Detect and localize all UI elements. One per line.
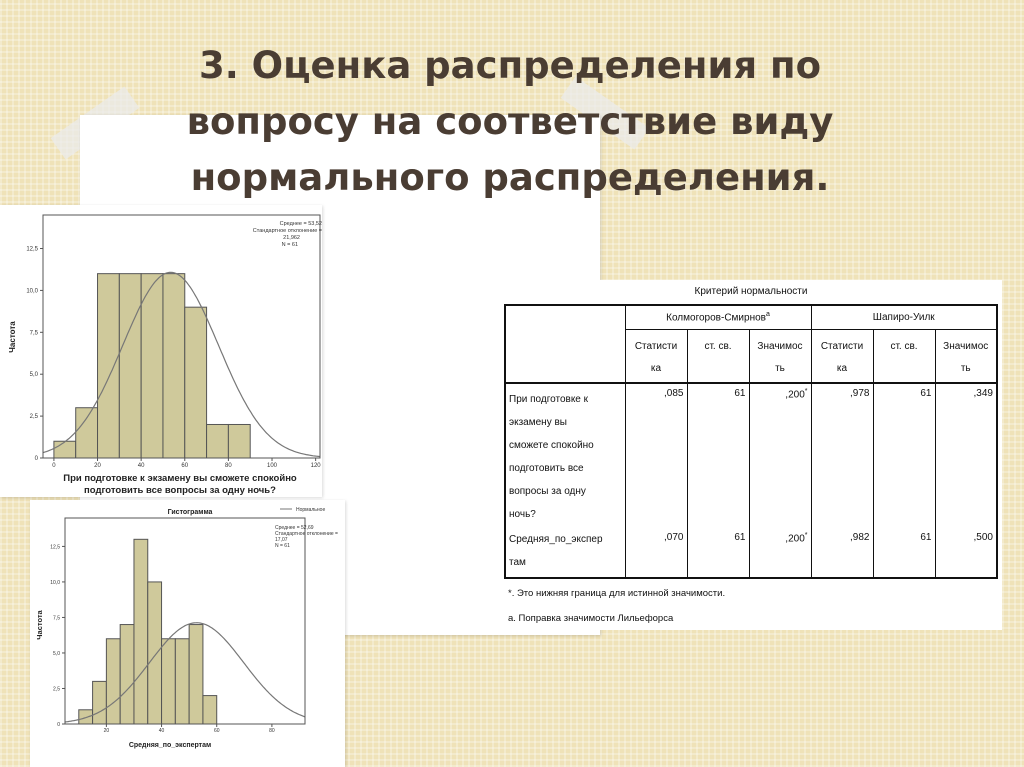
x-tick-label: 20 [94, 463, 101, 469]
x-axis-label-line-1: При подготовке к экзамену вы сможете спокойно [63, 473, 297, 484]
histogram-chart-1 [0, 205, 322, 497]
histogram-bar [189, 625, 203, 724]
y-tick-label: 10,0 [50, 579, 60, 586]
histogram-bar [141, 274, 163, 458]
subheader-significance: Значимос ть [935, 329, 997, 383]
table-row [505, 526, 997, 578]
y-tick-label: 10,0 [26, 288, 38, 295]
cell-sw-sig: ,500 [935, 526, 997, 578]
histogram-bar [175, 639, 189, 724]
cell-sw-statistic: ,982 [811, 526, 873, 578]
x-tick-label: 80 [269, 728, 275, 734]
subheader-significance: Значимос ть [749, 329, 811, 383]
y-tick-label: 2,5 [53, 686, 60, 693]
cell-sw-df: 61 [873, 526, 935, 578]
y-tick-label: 12,5 [50, 544, 60, 551]
group-header-sw: Шапиро-Уилк [811, 305, 997, 329]
cell-ks-sig: ,200* [749, 526, 811, 578]
y-tick-label: 7,5 [29, 330, 38, 337]
subheader-df: ст. св. [687, 329, 749, 383]
cell-ks-df: 61 [687, 526, 749, 578]
table-note-1: *. Это нижняя граница для истинной значимости. [508, 588, 726, 599]
cell-ks-df: 61 [687, 383, 749, 526]
normality-table [504, 304, 998, 579]
histogram-bar [207, 424, 229, 458]
x-tick-label: 100 [267, 463, 278, 469]
normality-table-panel [500, 280, 1002, 630]
subheader-df: ст. св. [873, 329, 935, 383]
y-tick-label: 0 [34, 456, 38, 462]
legend-label: Нормальное [296, 507, 326, 513]
x-tick-label: 0 [52, 463, 56, 469]
x-tick-label: 60 [213, 728, 220, 734]
header-corner [505, 305, 625, 383]
stats-n: N = 61 [275, 543, 290, 549]
histogram-bar [134, 539, 148, 724]
x-axis-label: Средняя_по_экспертам [128, 742, 212, 749]
histogram-bar [79, 710, 93, 724]
stats-sd-value: 21,962 [283, 235, 300, 241]
y-tick-label: 2,5 [29, 414, 38, 421]
stats-mean: Среднее = 53,52 [279, 221, 322, 227]
y-tick-label: 5,0 [29, 372, 38, 379]
stats-sd-label: Стандартное отклонение = [252, 228, 322, 234]
histogram-bar [148, 582, 162, 724]
histogram-bar [203, 696, 217, 724]
x-axis-label-line-2: подготовить все вопросы за одну ночь? [84, 485, 276, 496]
x-tick-label: 40 [137, 463, 145, 469]
table-title: Критерий нормальности [694, 286, 808, 297]
row-label: При подготовке к экзамену вы сможете спокойно подготовить все вопросы за одну ночь? [505, 383, 625, 526]
cell-ks-statistic: ,085 [625, 383, 687, 526]
y-tick-label: 0 [57, 722, 60, 728]
stats-mean: Среднее = 52,69 [275, 525, 314, 531]
table-row [505, 383, 997, 526]
histogram-bar [106, 639, 120, 724]
title-line-2: вопросу на соответствие виду [186, 100, 834, 143]
histogram-chart-2 [30, 500, 345, 767]
histogram-bar [228, 424, 250, 458]
cell-sw-df: 61 [873, 383, 935, 526]
histogram-bar [185, 307, 207, 458]
histogram-bar [54, 441, 76, 458]
group-header-ks: Колмогоров-Смирнов$^a$ [625, 305, 811, 329]
chart-title: Гистограмма [167, 509, 213, 516]
histogram-bar [162, 639, 176, 724]
histogram-bar [76, 408, 98, 458]
stats-sd-value: 17,07 [275, 537, 288, 543]
histogram-bar [120, 625, 134, 724]
x-tick-label: 40 [158, 728, 165, 734]
histogram-bar [163, 274, 185, 458]
x-tick-label: 120 [310, 463, 321, 469]
cell-ks-sig: ,200* [749, 383, 811, 526]
x-tick-label: 20 [103, 728, 110, 734]
y-axis-label: Частота [35, 610, 44, 640]
subheader-statistic: Статисти ка [811, 329, 873, 383]
cell-sw-sig: ,349 [935, 383, 997, 526]
row-label: Средняя_по_экспер там [505, 526, 625, 578]
slide-title [150, 38, 870, 206]
cell-sw-statistic: ,978 [811, 383, 873, 526]
histogram-bar [93, 681, 107, 724]
x-tick-label: 60 [181, 463, 189, 469]
y-tick-label: 12,5 [26, 246, 38, 253]
histogram-bar [119, 274, 141, 458]
cell-ks-statistic: ,070 [625, 526, 687, 578]
stats-sd-label: Стандартное отклонение = [275, 531, 338, 537]
stats-n: N = 61 [281, 242, 298, 248]
title-line-1: 3. Оценка распределения по [199, 44, 821, 87]
y-tick-label: 7,5 [53, 615, 60, 622]
histogram-bar [98, 274, 120, 458]
y-axis-label: Частота [8, 321, 17, 353]
title-line-3: нормального распределения. [190, 156, 830, 199]
x-tick-label: 80 [225, 463, 232, 469]
table-note-2: a. Поправка значимости Лильефорса [508, 613, 674, 624]
y-tick-label: 5,0 [53, 650, 60, 657]
subheader-statistic: Статисти ка [625, 329, 687, 383]
